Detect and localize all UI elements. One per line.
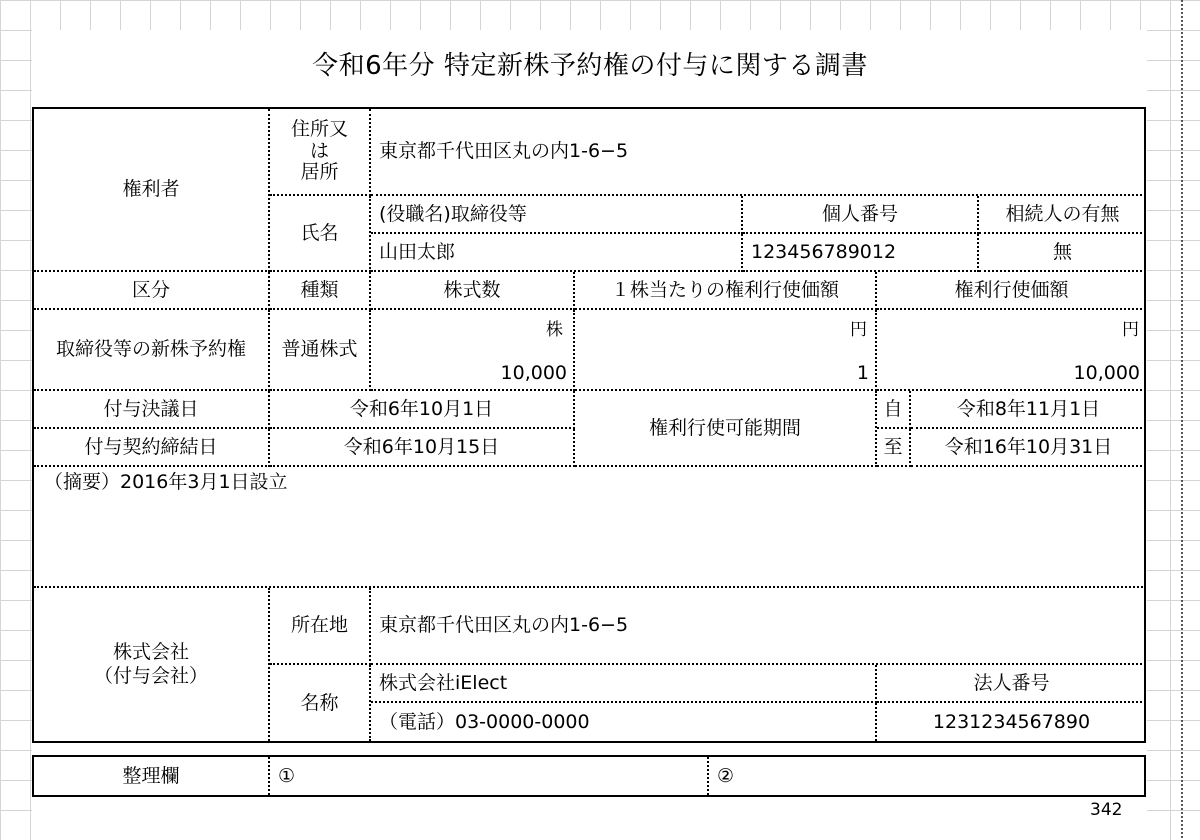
my-number-label: 個人番号 [743, 196, 979, 234]
arrangement-mark-1: ① [270, 757, 709, 795]
shares-label: 株式数 [371, 272, 575, 310]
arrangement-label: 整理欄 [34, 757, 270, 795]
page-number: 342 [1090, 800, 1123, 820]
corp-number-label: 法人番号 [877, 665, 1146, 703]
total-price-label: 権利行使価額 [877, 272, 1146, 310]
arrangement-mark-2: ② [717, 764, 735, 787]
company-phone: （電話）03-0000-0000 [371, 703, 877, 741]
contract-date-value: 令和6年10月15日 [270, 429, 575, 467]
company-label-line-1: 株式会社 [112, 640, 189, 663]
exercise-period-label: 権利行使可能期間 [575, 391, 877, 467]
shares-unit: 株 [546, 320, 563, 340]
contract-date-label: 付与契約締結日 [34, 429, 270, 467]
my-number-value: 123456789012 [743, 234, 979, 272]
type-label: 種類 [270, 272, 371, 310]
price-per-share-value: 1 [575, 310, 877, 391]
form-title: 令和6年分 特定新株予約権の付与に関する調書 [312, 51, 868, 81]
main-form-table [32, 107, 1146, 743]
company-section-label [34, 588, 270, 741]
total-price-value: 10,000 [877, 310, 1146, 391]
company-name-label: 名称 [270, 665, 371, 741]
holder-name: 山田太郎 [371, 234, 743, 272]
total-unit: 円 [1122, 320, 1139, 340]
location-label: 所在地 [270, 588, 371, 665]
address-label-line-2: は [309, 139, 329, 162]
price-per-share-label: １株当たりの権利行使価額 [575, 272, 877, 310]
name-label: 氏名 [270, 196, 371, 272]
company-name: 株式会社iElect [371, 665, 877, 703]
period-from-label: 自 [877, 391, 911, 429]
company-location: 東京都千代田区丸の内1-6−5 [371, 588, 1146, 665]
period-from-date: 令和8年11月1日 [911, 391, 1146, 429]
address-label-line-1: 住所又 [290, 117, 348, 140]
address-label [270, 109, 371, 196]
type-value: 普通株式 [270, 310, 371, 391]
company-label-line-2: （付与会社） [93, 664, 208, 687]
shares-value: 10,000 [371, 310, 575, 391]
summary-remarks: （摘要）2016年3月1日設立 [34, 467, 1146, 588]
price-unit: 円 [850, 320, 867, 340]
category-label: 区分 [34, 272, 270, 310]
holder-address: 東京都千代田区丸の内1-6−5 [371, 109, 1146, 196]
period-to-date: 令和16年10月31日 [911, 429, 1146, 467]
period-to-label: 至 [877, 429, 911, 467]
page-edge-line [1181, 0, 1183, 838]
heir-value: 無 [979, 234, 1146, 272]
holder-section-label: 権利者 [34, 109, 270, 272]
resolution-date-value: 令和6年10月1日 [270, 391, 575, 429]
arrangement-table [32, 755, 1146, 797]
corp-number-value: 1231234567890 [932, 710, 1091, 733]
resolution-date-label: 付与決議日 [34, 391, 270, 429]
holder-position: (役職名)取締役等 [371, 196, 743, 234]
category-value: 取締役等の新株予約権 [34, 310, 270, 391]
heir-label: 相続人の有無 [979, 196, 1146, 234]
address-label-line-3: 居所 [300, 161, 339, 184]
